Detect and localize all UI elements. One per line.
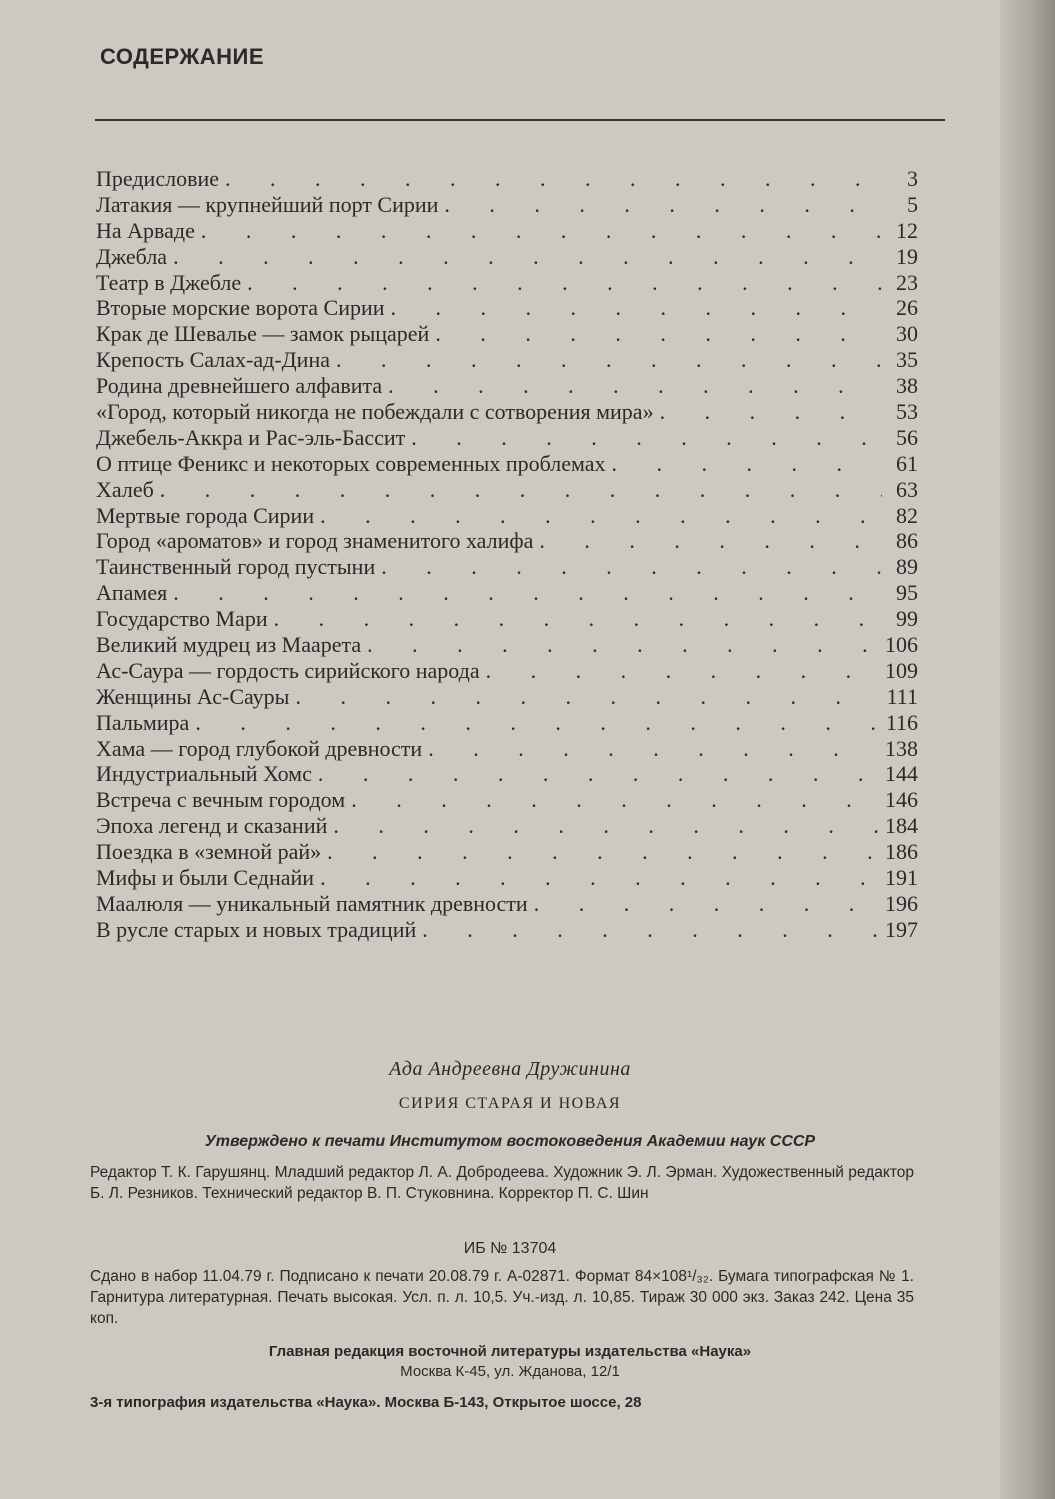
toc-entry <box>96 373 918 399</box>
page-title: СОДЕРЖАНИЕ <box>100 44 265 69</box>
toc-entry-title: Таинственный город пустыни <box>96 554 376 580</box>
publisher-name: Главная редакция восточной литературы издательства «Наука» <box>268 1343 752 1360</box>
toc-entry-title: Вторые морские ворота Сирии <box>96 295 385 321</box>
toc-entry-page: 109 <box>885 657 918 683</box>
dot-leader <box>534 891 879 917</box>
divider <box>95 119 945 121</box>
toc-entry-title: Предисловие <box>96 166 219 191</box>
toc-entry-page: 56 <box>896 424 918 450</box>
toc-entry-page: 35 <box>896 347 918 373</box>
toc-entry <box>96 917 918 943</box>
toc-entry <box>96 632 918 658</box>
dot-leader <box>422 917 879 943</box>
dot-leader <box>660 399 882 425</box>
toc-entry <box>96 528 918 554</box>
dot-leader <box>274 606 882 632</box>
approval-note: Утверждено к печати Институтом востоковедения Академии наук СССР <box>204 1133 816 1150</box>
toc-entry <box>96 477 918 503</box>
toc-entry-title: Родина древнейшего алфавита <box>96 373 383 399</box>
toc-entry <box>96 244 918 270</box>
toc-entry-title: Город «ароматов» и город знаменитого халифа <box>96 528 534 554</box>
table-of-contents <box>96 166 918 943</box>
toc-entry-page: 186 <box>885 839 918 865</box>
dot-leader <box>160 477 882 503</box>
dot-leader <box>320 865 879 891</box>
toc-entry <box>96 580 918 606</box>
toc-entry-title: Эпоха легенд и сказаний <box>96 813 328 839</box>
toc-entry-page: 89 <box>896 554 918 580</box>
book-title: СИРИЯ СТАРАЯ И НОВАЯ <box>398 1095 622 1112</box>
toc-entry <box>96 891 918 917</box>
toc-entry-title: Латакия — крупнейший порт Сирии <box>96 191 439 217</box>
publisher <box>60 1342 960 1382</box>
dot-leader <box>381 554 882 580</box>
author: Ада Андреевна Дружинина <box>389 1058 631 1080</box>
dot-leader <box>320 503 882 529</box>
toc-entry-page: 23 <box>896 269 918 295</box>
dot-leader <box>225 166 882 192</box>
toc-entry-page: 30 <box>896 321 918 347</box>
toc-entry <box>96 270 918 296</box>
toc-entry-page: 53 <box>896 399 918 425</box>
toc-entry-title: Пальмира <box>96 709 190 735</box>
toc-entry <box>96 710 918 736</box>
dot-leader <box>318 761 879 787</box>
toc-entry <box>96 658 918 684</box>
dot-leader <box>327 839 879 865</box>
dot-leader <box>444 192 882 218</box>
dot-leader <box>295 684 880 710</box>
toc-entry <box>96 813 918 839</box>
toc-entry-title: Театр в Джебле <box>96 269 242 295</box>
toc-entry-page: 38 <box>896 373 918 399</box>
dot-leader <box>486 658 879 684</box>
toc-entry-title: «Город, который никогда не побеждали с сотворения мира» <box>96 399 654 425</box>
toc-entry-page: 138 <box>885 735 918 761</box>
dot-leader <box>539 528 882 554</box>
toc-entry <box>96 192 918 218</box>
toc-entry-page: 61 <box>896 450 918 476</box>
dot-leader <box>173 244 882 270</box>
toc-entry-page: 116 <box>885 709 918 735</box>
toc-entry-title: Крепость Салах-ад-Дина <box>96 347 330 373</box>
toc-entry <box>96 865 918 891</box>
toc-entry <box>96 425 918 451</box>
toc-entry-title: Маалюля — уникальный памятник древности <box>96 890 528 916</box>
dot-leader <box>247 270 882 296</box>
toc-entry-title: Великий мудрец из Маарета <box>96 632 362 658</box>
dot-leader <box>336 347 882 373</box>
dot-leader <box>367 632 879 658</box>
toc-entry-title: Встреча с вечным городом <box>96 787 346 813</box>
toc-entry <box>96 295 918 321</box>
toc-entry <box>96 321 918 347</box>
toc-entry-title: Апамея <box>96 580 168 606</box>
toc-entry-page: 106 <box>885 632 918 658</box>
toc-entry-page: 99 <box>896 606 918 632</box>
toc-entry-page: 111 <box>886 683 918 709</box>
toc-entry <box>96 399 918 425</box>
toc-entry <box>96 736 918 762</box>
toc-entry-title: Джебель-Аккра и Рас-эль-Бассит <box>96 424 406 450</box>
toc-entry-title: Государство Мари <box>96 606 268 632</box>
toc-entry-title: О птице Феникс и некоторых современных проблемах <box>96 450 606 476</box>
toc-entry <box>96 166 918 192</box>
toc-entry <box>96 839 918 865</box>
toc-entry-page: 146 <box>885 787 918 813</box>
dot-leader <box>333 813 879 839</box>
dot-leader <box>391 295 882 321</box>
toc-entry-title: Поездка в «земной рай» <box>96 839 322 865</box>
page-edge <box>1000 0 1055 1499</box>
toc-entry-page: 196 <box>885 890 918 916</box>
toc-entry-page: 197 <box>885 916 918 942</box>
toc-entry-page: 19 <box>896 243 918 269</box>
dot-leader <box>411 425 882 451</box>
toc-entry <box>96 606 918 632</box>
dot-leader <box>612 451 882 477</box>
toc-entry <box>96 451 918 477</box>
toc-entry-title: В русле старых и новых традиций <box>96 916 417 942</box>
toc-entry-title: Хама — город глубокой древности <box>96 735 423 761</box>
toc-entry <box>96 761 918 787</box>
toc-entry-title: Джебла <box>96 243 168 269</box>
toc-entry-page: 63 <box>896 476 918 502</box>
toc-entry-title: Женщины Ас-Сауры <box>96 683 290 709</box>
printing-house: 3-я типография издательства «Наука». Москва Б-143, Открытое шоссе, 28 <box>90 1394 642 1411</box>
toc-entry-page: 26 <box>896 295 918 321</box>
toc-entry <box>96 684 918 710</box>
toc-entry-page: 95 <box>896 580 918 606</box>
toc-entry-page: 184 <box>885 813 918 839</box>
toc-entry <box>96 787 918 813</box>
toc-entry-title: Ас-Саура — гордость сирийского народа <box>96 657 480 683</box>
toc-entry-page: 82 <box>896 502 918 528</box>
credits: Редактор Т. К. Гарушянц. Младший редактор Л. А. Добродеева. Художник Э. Л. Эрман. Художественный редактор Б. Л. Резников. Технический редактор В. П. Стуковнина. Корректор П. С. Шин <box>90 1164 914 1202</box>
toc-entry-page: 191 <box>885 865 918 891</box>
toc-entry <box>96 554 918 580</box>
ib-number: ИБ № 13704 <box>463 1240 557 1257</box>
dot-leader <box>173 580 882 606</box>
toc-entry-title: Мертвые города Сирии <box>96 502 315 528</box>
toc-entry-title: Индустриальный Хомс <box>96 761 312 787</box>
toc-entry <box>96 347 918 373</box>
toc-entry-page: 12 <box>896 217 918 243</box>
toc-entry-title: Крак де Шевалье — замок рыцарей <box>96 321 430 347</box>
dot-leader <box>351 787 879 813</box>
toc-entry <box>96 218 918 244</box>
dot-leader <box>201 218 882 244</box>
print-info: Сдано в набор 11.04.79 г. Подписано к печати 20.08.79 г. А-02871. Формат 84×108¹/₃₂. Бумага типографская № 1. Гарнитура литературная. Печать высокая. Усл. п. л. 10,5. Уч.-изд. л. 10,85. Тираж 30 000 экз. Заказ 242. Цена 35 коп. <box>90 1268 914 1327</box>
dot-leader <box>388 373 882 399</box>
publisher-address: Москва К-45, ул. Жданова, 12/1 <box>400 1363 620 1380</box>
toc-entry-page: 5 <box>907 191 918 217</box>
toc-entry <box>96 503 918 529</box>
toc-entry-page: 144 <box>885 761 918 787</box>
dot-leader <box>435 321 882 347</box>
toc-entry-title: На Арваде <box>96 217 195 243</box>
toc-entry-page: 86 <box>896 528 918 554</box>
dot-leader <box>195 710 879 736</box>
dot-leader <box>428 736 879 762</box>
toc-entry-title: Халеб <box>96 476 154 502</box>
toc-entry-title: Мифы и были Седнайи <box>96 865 315 891</box>
toc-entry-page: 3 <box>907 166 918 191</box>
